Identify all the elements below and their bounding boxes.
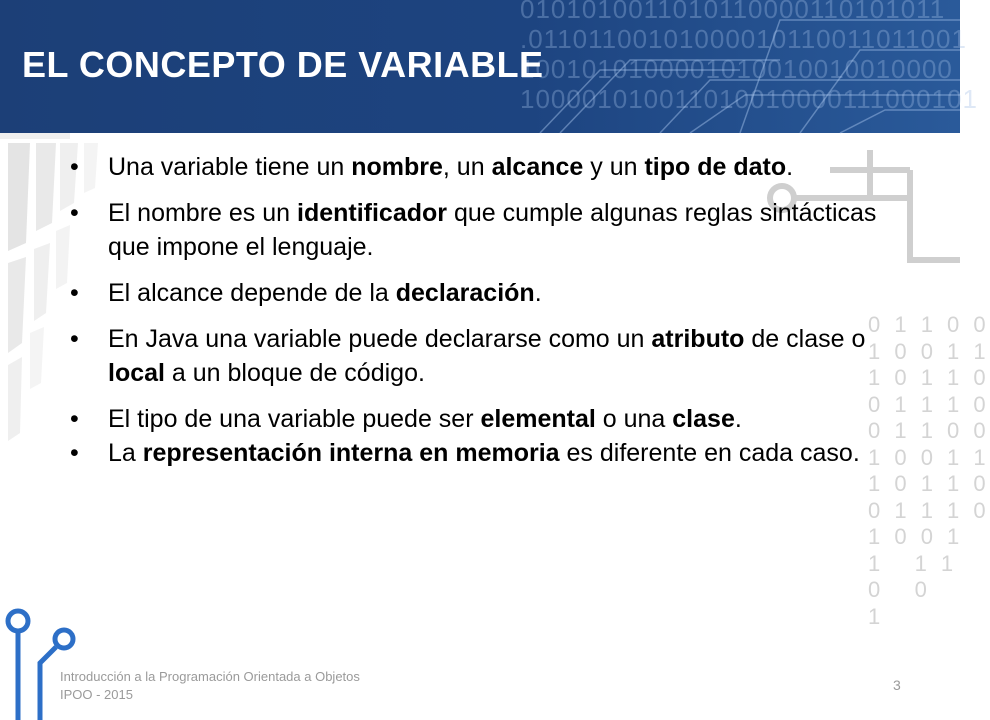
header-circuit-lines [540,0,960,133]
bullet-glyph: • [70,153,79,181]
bullet-item: • El alcance depende de la declaración. [70,276,900,310]
bullet-item: • El tipo de una variable puede ser elemental o una clase. [70,402,900,436]
bullet-item: • Una variable tiene un nombre, un alcance y un tipo de dato. [70,150,900,184]
binary-line: 1001010100001010010010010000 [520,54,953,84]
footer-course-info [60,668,360,704]
binary-line: 0101010011010110000110101011 [520,0,946,24]
bullet-glyph: • [70,199,79,227]
bullet-item: • La representación interna en memoria es diferente en cada caso. [70,436,900,470]
bullet-glyph: • [70,325,79,353]
header-banner [0,0,979,133]
footer-course-title: Introducción a la Programación Orientada a Objetos [60,669,360,684]
bullet-item: • En Java una variable puede declararse como un atributo de clase o local a un bloque de código. [70,322,900,390]
page-number: 3 [893,677,901,693]
bullet-list [70,150,900,470]
slide-title: EL CONCEPTO DE VARIABLE [22,44,544,85]
bullet-glyph: • [70,439,79,467]
binary-line: 100001010011010010000111000101 [520,84,979,114]
binary-line: .01101100101000010110011011001 [520,24,967,54]
bullet-glyph: • [70,405,79,433]
bullet-item: • El nombre es un identificador que cumple algunas reglas sintácticas que impone el lenguaje. [70,196,900,264]
bullet-glyph: • [70,279,79,307]
footer-course-code: IPOO - 2015 [60,687,133,702]
right-binary-pattern: 0 1 1 0 0 1 0 0 1 1 1 0 1 1 0 0 1 1 1 0 0 1 1 0 0 1 0 0 1 1 1 0 1 1 0 0 1 1 1 0 1 0 0 1 1 1 1 0 0 1 [868,312,990,629]
